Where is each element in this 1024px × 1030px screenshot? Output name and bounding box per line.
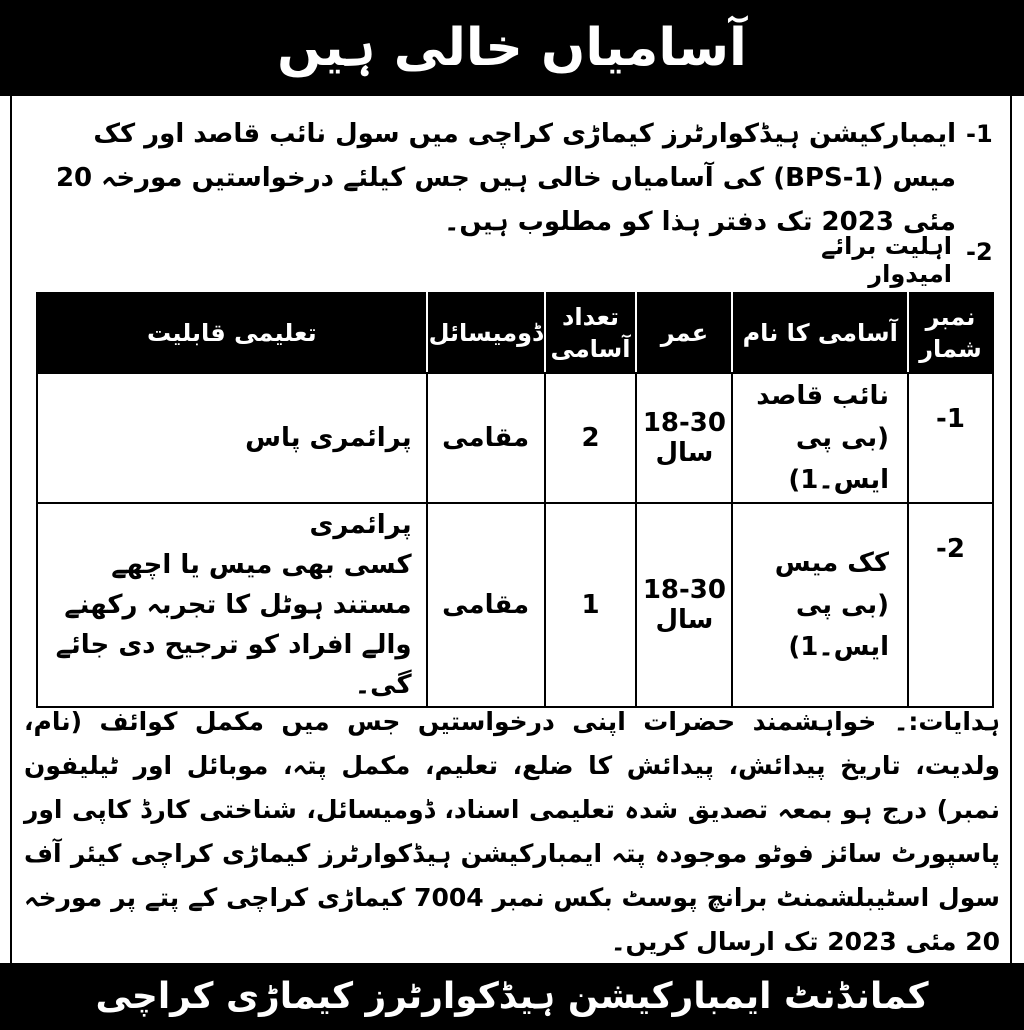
age-range: 18-30 bbox=[642, 408, 726, 438]
row-serial: -2 bbox=[908, 503, 993, 707]
header-serial: نمبر شمار bbox=[908, 293, 993, 373]
age-unit: سال bbox=[655, 438, 714, 468]
section-2-heading: اہلیت برائے امیدوار bbox=[752, 232, 962, 294]
section-2-number: -2 bbox=[966, 238, 993, 266]
post-name: کک میس bbox=[774, 548, 889, 578]
vacancy-table bbox=[36, 292, 994, 708]
page-title-banner bbox=[0, 0, 1024, 96]
header-domicile: ڈومیسائل bbox=[427, 293, 545, 373]
qualification-main: پرائمری bbox=[309, 510, 412, 540]
row-age bbox=[636, 373, 732, 503]
age-range: 18-30 bbox=[642, 575, 726, 605]
table-row bbox=[37, 503, 993, 707]
table-header-row bbox=[37, 293, 993, 373]
footer-banner bbox=[0, 963, 1024, 1030]
row-post bbox=[732, 503, 908, 707]
row-qualification: پرائمری پاس bbox=[37, 373, 427, 503]
row-count: 2 bbox=[545, 373, 637, 503]
table-row bbox=[37, 373, 993, 503]
age-unit: سال bbox=[655, 605, 714, 635]
row-domicile: مقامی bbox=[427, 373, 545, 503]
post-grade: (بی پی ایس۔1) bbox=[788, 590, 889, 662]
header-post: آسامی کا نام bbox=[732, 293, 908, 373]
row-age bbox=[636, 503, 732, 707]
header-age: عمر bbox=[636, 293, 732, 373]
footer-signature: کمانڈنٹ ایمبارکیشن ہیڈکوارٹرز کیماڑی کراچی bbox=[95, 976, 929, 1017]
qualification-note: کسی بھی میس یا اچھے مستند ہوٹل کا تجربہ رکھنے والے افراد کو ترجیح دی جائے گی۔ bbox=[55, 550, 412, 700]
row-qualification bbox=[37, 503, 427, 707]
row-domicile: مقامی bbox=[427, 503, 545, 707]
row-serial: -1 bbox=[908, 373, 993, 503]
post-name: نائب قاصد bbox=[756, 381, 889, 411]
row-count: 1 bbox=[545, 503, 637, 707]
header-count: تعداد آسامی bbox=[545, 293, 637, 373]
header-qualification: تعلیمی قابلیت bbox=[37, 293, 427, 373]
section-1-number: -1 bbox=[966, 120, 993, 148]
post-grade: (بی پی ایس۔1) bbox=[788, 423, 889, 495]
section-1-text: ایمبارکیشن ہیڈکوارٹرز کیماڑی کراچی میں سول نائب قاصد اور کک میس (BPS-1) کی آسامیاں خالی ہیں جس کیلئے درخواستیں مورخہ 20 مئی 2023 تک دفتر ہذا کو مطلوب ہیں۔ bbox=[55, 119, 956, 237]
page-title: آسامیاں خالی ہیں bbox=[277, 18, 747, 78]
instructions-text: ہدایات:۔ خواہشمند حضرات اپنی درخواستیں جس میں مکمل کوائف (نام، ولدیت، تاریخ پیدائش، پیدائش کا ضلع، تعلیم، مکمل پتہ، موبائل اور ٹیلیفون نمبر) درج ہو بمعہ تصدیق شدہ تعلیمی اسناد، ڈومیسائل، شناختی کارڈ کاپی اور پاسپورٹ سائز فوٹو موجودہ پتہ ایمبارکیشن ہیڈکوارٹرز کیماڑی کراچی کیئر آف سول اسٹیبلشمنٹ برانچ پوسٹ بکس نمبر 7004 کیماڑی کراچی کے پتے پر مورخہ 20 مئی 2023 تک ارسال کریں۔ bbox=[24, 707, 1000, 956]
row-post bbox=[732, 373, 908, 503]
